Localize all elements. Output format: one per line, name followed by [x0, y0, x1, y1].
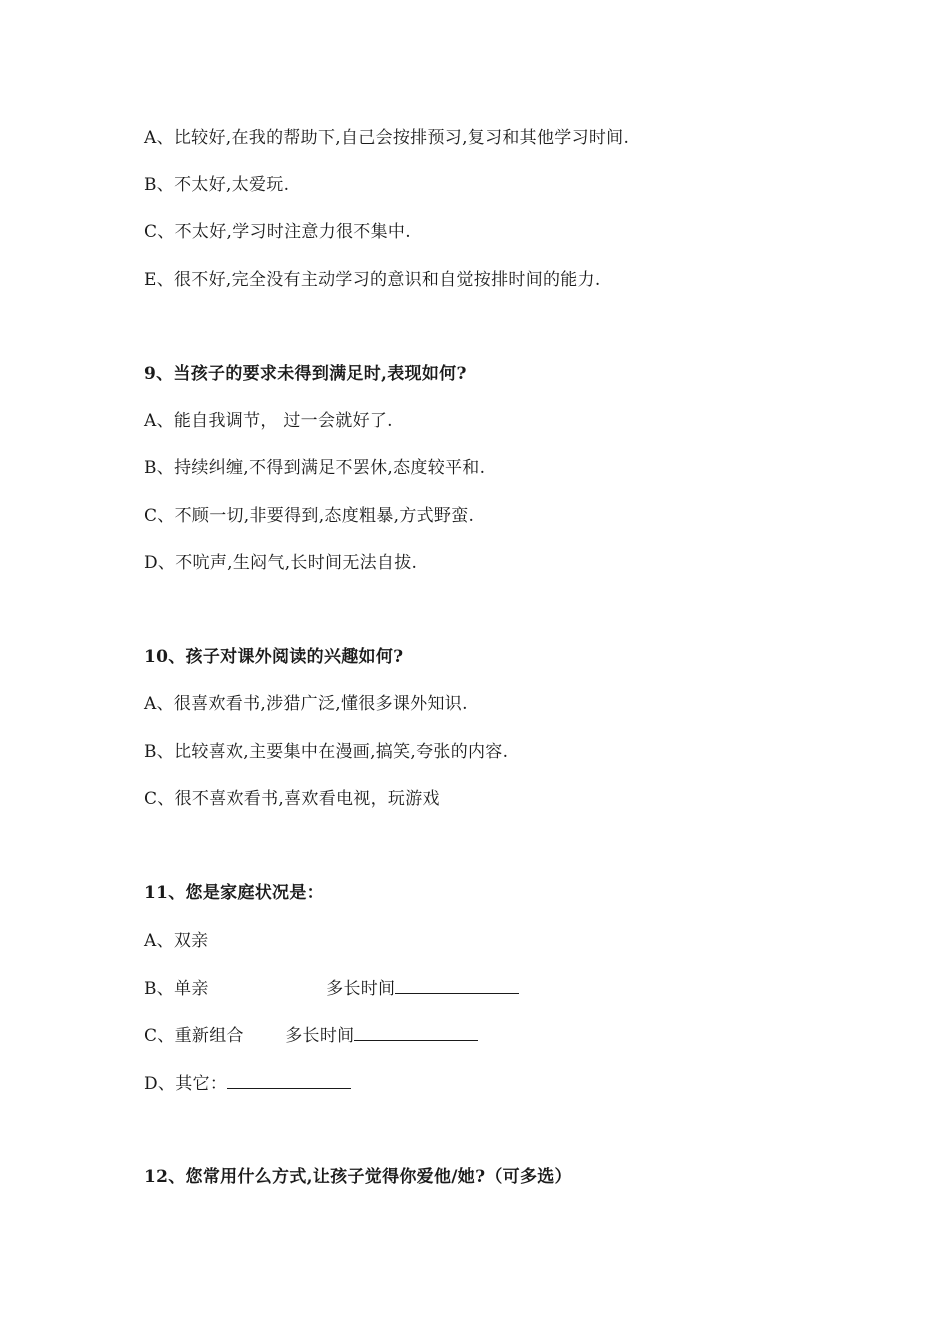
q11-option-b-row [144, 977, 519, 1000]
q9-option-b: B、持续纠缠,不得到满足不罢休,态度较平和. [144, 458, 486, 478]
q9-option-c: C、不顾一切,非要得到,态度粗暴,方式野蛮. [144, 506, 475, 526]
q8-option-a: A、比较好,在我的帮助下,自己会按排预习,复习和其他学习时间. [144, 128, 630, 148]
q8-option-e: E、很不好,完全没有主动学习的意识和自觉按排时间的能力. [144, 270, 601, 290]
q8-option-b: B、不太好,太爱玩. [144, 175, 290, 195]
q11-option-d-row [144, 1072, 351, 1095]
q11-title: 11、您是家庭状况是： [144, 883, 324, 903]
q12-title: 12、您常用什么方式,让孩子觉得你爱他/她?（可多选） [144, 1167, 572, 1187]
q9-option-a: A、能自我调节， 过一会就好了. [144, 411, 393, 431]
q11-option-c-row [144, 1024, 478, 1047]
q9-title: 9、当孩子的要求未得到满足时,表现如何? [144, 364, 467, 384]
q11-option-d-blank[interactable] [227, 1072, 351, 1089]
q11-option-b: B、单亲 [144, 979, 209, 999]
q11-option-b-duration-label: 多长时间 [326, 979, 396, 999]
q11-option-c-duration-label: 多长时间 [285, 1026, 355, 1046]
q11-option-d: D、其它： [144, 1074, 228, 1094]
q8-option-c: C、不太好,学习时注意力很不集中. [144, 222, 411, 242]
q11-option-c: C、重新组合 [144, 1026, 244, 1046]
q10-option-b: B、比较喜欢,主要集中在漫画,搞笑,夸张的内容. [144, 742, 509, 762]
q11-option-b-duration-blank[interactable] [395, 977, 519, 994]
q10-option-c: C、很不喜欢看书,喜欢看电视，玩游戏 [144, 789, 440, 809]
q11-option-a: A、双亲 [144, 931, 209, 951]
q10-option-a: A、很喜欢看书,涉猎广泛,懂很多课外知识. [144, 694, 468, 714]
q10-title: 10、孩子对课外阅读的兴趣如何? [144, 647, 404, 667]
q9-option-d: D、不吭声,生闷气,长时间无法自拔. [144, 553, 418, 573]
q11-option-c-duration-blank[interactable] [354, 1024, 478, 1041]
